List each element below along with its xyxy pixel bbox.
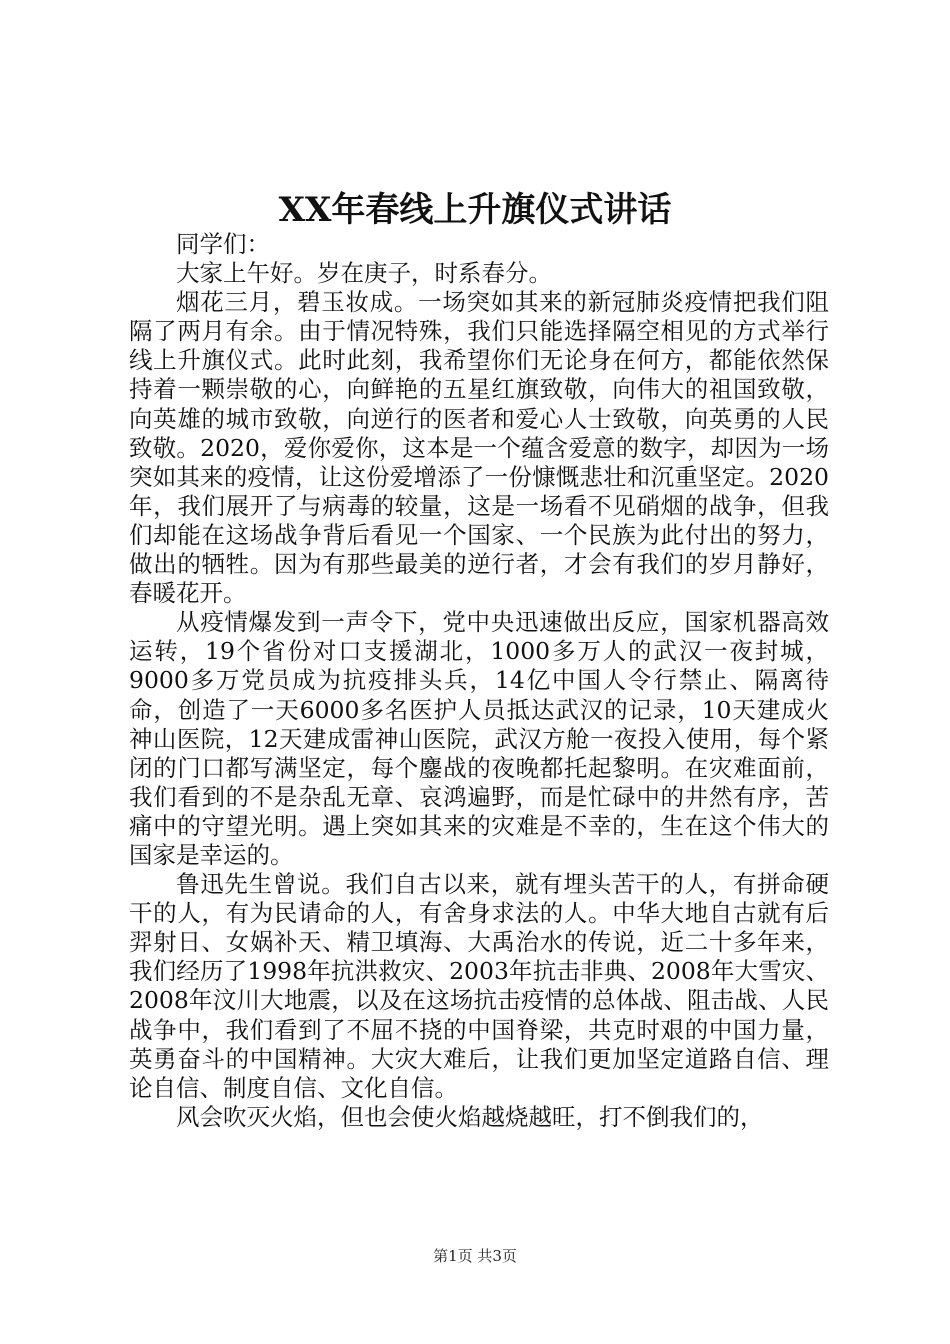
paragraph-greeting: 同学们： [176,230,270,258]
document-body [129,230,829,1132]
paragraph: 从疫情爆发到一声令下，党中央迅速做出反应，国家机器高效运转，19个省份对口支援湖北，1000多万人的武汉一夜封城，9000多万党员成为抗疫排头兵，14亿中国人令行禁止、隔离待命，创造了一天6000多名医护人员抵达武汉的记录，10天建成火神山医院，12天建成雷神山医院，武汉方舱一夜投入使用，每个紧闭的门口都写满坚定，每个鏖战的夜晚都托起黎明。在灾难面前，我们看到的不是杂乱无章、哀鸿遍野，而是忙碌中的井然有序，苦痛中的守望光明。遇上突如其来的灾难是不幸的，生在这个伟大的国家是幸运的。 [129,608,829,869]
paragraph: 风会吹灭火焰，但也会使火焰越烧越旺，打不倒我们的， [176,1102,764,1131]
paragraph: 烟花三月，碧玉妆成。一场突如其来的新冠肺炎疫情把我们阻隔了两月有余。由于情况特殊，我们只能选择隔空相见的方式举行线上升旗仪式。此时此刻，我希望你们无论身在何方，都能依然保持着一颗崇敬的心，向鲜艳的五星红旗致敬，向伟大的祖国致敬，向英雄的城市致敬，向逆行的医者和爱心人士致敬，向英勇的人民致敬。2020，爱你爱你，这本是一个蕴含爱意的数字，却因为一场突如其来的疫情，让这份爱增添了一份慷慨悲壮和沉重坚定。2020年，我们展开了与病毒的较量，这是一场看不见硝烟的战争，但我们却能在这场战争背后看见一个国家、一个民族为此付出的努力，做出的牺牲。因为有那些最美的逆行者，才会有我们的岁月静好，春暖花开。 [129,288,829,608]
page-footer: 第1页 共3页 [433,1247,517,1265]
paragraph: 鲁迅先生曾说。我们自古以来，就有埋头苦干的人，有拼命硬干的人，有为民请命的人，有舍身求法的人。中华大地自古就有后羿射日、女娲补天、精卫填海、大禹治水的传说，近二十多年来，我们经历了1998年抗洪救灾、2003年抗击非典、2008年大雪灾、2008年汶川大地震，以及在这场抗击疫情的总体战、阻击战、人民战争中，我们看到了不屈不挠的中国脊梁，共克时艰的中国力量，英勇奋斗的中国精神。大灾大难后，让我们更加坚定道路自信、理论自信、制度自信、文化自信。 [129,870,829,1102]
document-title: XX年春线上升旗仪式讲话 [278,190,672,230]
paragraph-opening: 大家上午好。岁在庚子，时系春分。 [176,259,552,288]
